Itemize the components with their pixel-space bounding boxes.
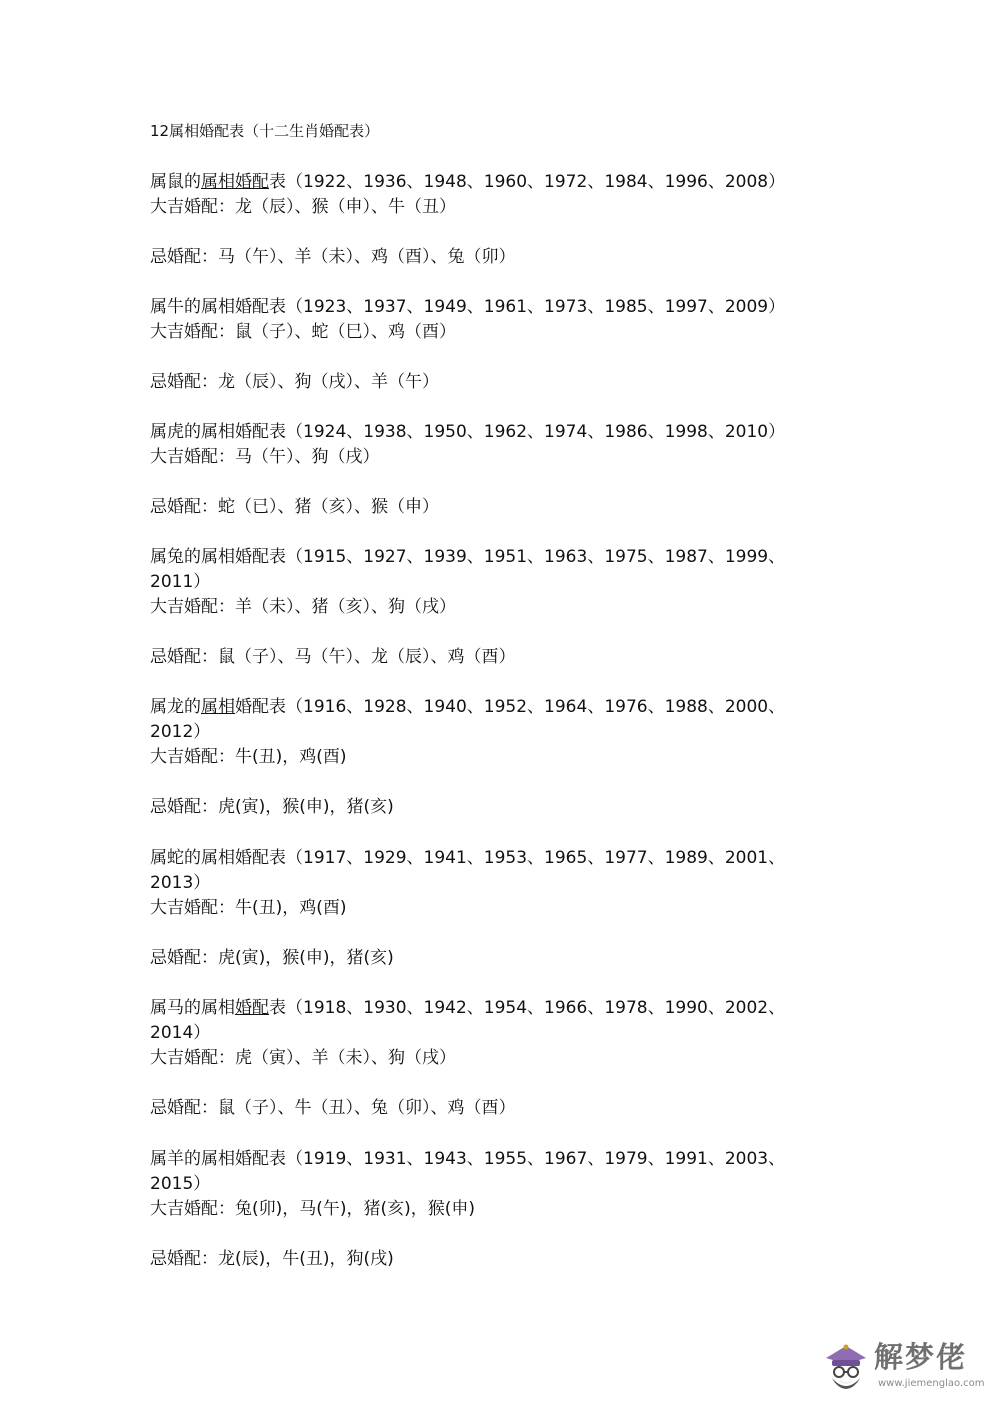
entry-good-match: 大吉婚配：牛(丑)，鸡(酉) xyxy=(150,747,347,767)
entry-header-link[interactable]: 属相婚配 xyxy=(201,172,269,192)
entry-bad-match: 忌婚配：马（午）、羊（未）、鸡（酉）、兔（卯） xyxy=(150,247,516,267)
entry-header-continuation: 2015） xyxy=(150,1174,211,1194)
entry-header-years: 表（1918、1930、1942、1954、1966、1978、1990、2002、 xyxy=(269,998,786,1018)
entry-header-link[interactable]: 属相 xyxy=(201,697,235,717)
entry-good-match: 大吉婚配：羊（未）、猪（亥）、狗（戌） xyxy=(150,597,456,617)
entry-header: 属羊的属相婚配表（1919、1931、1943、1955、1967、1979、1991、2003、 xyxy=(150,1149,786,1169)
entry-header-continuation: 2012） xyxy=(150,722,211,742)
zodiac-entry-tiger xyxy=(150,420,840,520)
entry-header xyxy=(150,996,840,1021)
zodiac-entry-horse xyxy=(150,996,840,1121)
zodiac-entry-ox xyxy=(150,295,840,395)
zodiac-entry-rabbit xyxy=(150,545,840,670)
zodiac-entry-goat xyxy=(150,1147,840,1272)
entry-header: 属牛的属相婚配表（1923、1937、1949、1961、1973、1985、1997、2009） xyxy=(150,297,786,317)
zodiac-entry-snake xyxy=(150,846,840,971)
entry-good-match: 大吉婚配：虎（寅）、羊（未）、狗（戌） xyxy=(150,1048,456,1068)
entry-header-years: 婚配表（1916、1928、1940、1952、1964、1976、1988、2000、 xyxy=(235,697,786,717)
entry-header xyxy=(150,170,840,195)
entry-header-continuation: 2013） xyxy=(150,873,211,893)
zodiac-entry-dragon xyxy=(150,695,840,820)
entry-header xyxy=(150,695,840,720)
entry-bad-match: 忌婚配：虎(寅)，猴(申)，猪(亥) xyxy=(150,948,394,968)
entry-header-text: 属鼠的 xyxy=(150,172,201,192)
entry-good-match: 大吉婚配：马（午）、狗（戌） xyxy=(150,447,380,467)
entry-good-match: 大吉婚配：牛(丑)，鸡(酉) xyxy=(150,898,347,918)
entry-bad-match: 忌婚配：鼠（子）、牛（丑）、兔（卯）、鸡（酉） xyxy=(150,1098,516,1118)
page-title: 12属相婚配表（十二生肖婚配表） xyxy=(150,122,380,140)
entry-header: 属蛇的属相婚配表（1917、1929、1941、1953、1965、1977、1989、2001、 xyxy=(150,848,786,868)
entry-header-years: 表（1922、1936、1948、1960、1972、1984、1996、2008） xyxy=(269,172,786,192)
fortune-teller-logo-icon xyxy=(822,1340,870,1392)
entry-header-link[interactable]: 婚配 xyxy=(235,998,269,1018)
entry-header-text: 属马的属相 xyxy=(150,998,235,1018)
watermark-site-name: 解梦佬 xyxy=(874,1340,968,1374)
entry-good-match: 大吉婚配：鼠（子）、蛇（巳）、鸡（酉） xyxy=(150,322,456,342)
entry-bad-match: 忌婚配：龙（辰）、狗（戌）、羊（午） xyxy=(150,372,439,392)
entry-header: 属虎的属相婚配表（1924、1938、1950、1962、1974、1986、1998、2010） xyxy=(150,422,786,442)
entry-good-match: 大吉婚配：兔(卯)，马(午)，猪(亥)，猴(申) xyxy=(150,1199,476,1219)
watermark-site-url: www.jiemenglao.com xyxy=(878,1378,985,1389)
entry-header-continuation: 2014） xyxy=(150,1023,211,1043)
entry-header-continuation: 2011） xyxy=(150,572,211,592)
site-watermark xyxy=(822,1338,985,1398)
zodiac-entry-rat xyxy=(150,170,840,270)
entry-bad-match: 忌婚配：虎(寅)，猴(申)，猪(亥) xyxy=(150,797,394,817)
entry-bad-match: 忌婚配：鼠（子）、马（午）、龙（辰）、鸡（酉） xyxy=(150,647,516,667)
entry-header: 属兔的属相婚配表（1915、1927、1939、1951、1963、1975、1987、1999、 xyxy=(150,547,786,567)
entry-bad-match: 忌婚配：龙(辰)，牛(丑)，狗(戌) xyxy=(150,1249,394,1269)
entry-good-match: 大吉婚配：龙（辰）、猴（申）、牛（丑） xyxy=(150,197,456,217)
entry-header-text: 属龙的 xyxy=(150,697,201,717)
entry-bad-match: 忌婚配：蛇（已）、猪（亥）、猴（申） xyxy=(150,497,439,517)
